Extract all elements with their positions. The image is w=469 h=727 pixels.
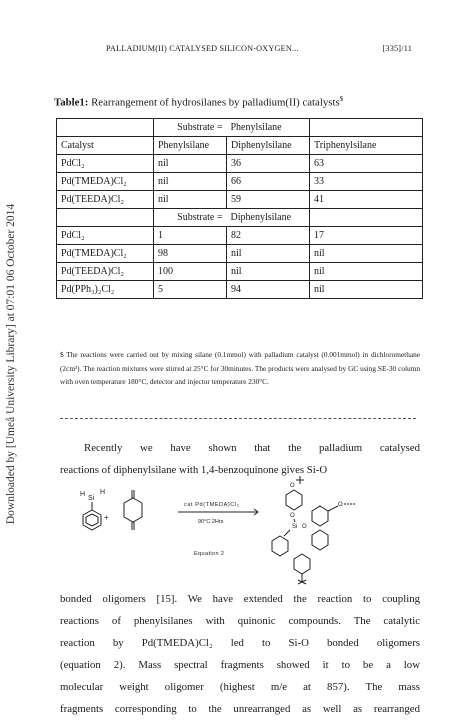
value-cell: nil (227, 245, 310, 263)
empty-cell (310, 209, 423, 227)
watermark-text: Downloaded by [Umeå University Library] at 07:01 06 October 2014 (5, 203, 18, 524)
table-caption (54, 95, 343, 109)
product-o-right: O (302, 524, 307, 530)
empty-cell (57, 209, 154, 227)
empty-cell (310, 119, 423, 137)
conditions-bottom: 90°C 2Hrs (198, 519, 224, 525)
diphenylsilane-structure (80, 489, 105, 530)
silane-h-left: H (80, 491, 86, 498)
table-row (57, 245, 423, 263)
value-cell: 100 (154, 263, 227, 281)
paragraph-1 (60, 437, 420, 481)
product-o-far: O (338, 502, 343, 508)
value-cell: 33 (310, 173, 423, 191)
value-cell: nil (154, 155, 227, 173)
table-header-row (57, 137, 423, 155)
catalyst-cell: Pd(TEEDA)Cl₂ (57, 263, 154, 281)
table-row (57, 227, 423, 245)
value-cell: nil (154, 191, 227, 209)
table-caption-mark: $ (339, 95, 344, 103)
value-cell: 63 (310, 155, 423, 173)
catalyst-cell: Pd(PPh₃)₂Cl₂ (57, 281, 154, 299)
paragraph-2-line-4: (equation 2). Mass spectral fragments showed it to be a low (60, 659, 420, 671)
value-cell: 98 (154, 245, 227, 263)
oligomer-structure (272, 476, 356, 584)
substrate-row (57, 209, 423, 227)
silane-h-right: H (100, 489, 106, 496)
substrate-label: Substrate = (154, 119, 227, 137)
reaction-scheme (80, 476, 380, 588)
value-cell: 1 (154, 227, 227, 245)
separator-rule (60, 418, 416, 419)
table-row (57, 155, 423, 173)
catalyst-cell: Pd(TMEDA)Cl₂ (57, 245, 154, 263)
conditions-top: cat Pd(TMEDA)Cl₂ (184, 502, 240, 508)
table-row (57, 173, 423, 191)
value-cell: nil (310, 245, 423, 263)
catalyst-cell: PdCl₂ (57, 227, 154, 245)
paragraph-1-line-1: Recently we have shown that the palladium catalysed (84, 442, 420, 454)
value-cell: nil (310, 281, 423, 299)
paragraph-2-line-3: reaction by Pd(TMEDA)Cl₂ led to Si-O bonded oligomers (60, 637, 420, 649)
value-cell: nil (227, 263, 310, 281)
equation-label: Equation 2 (194, 551, 225, 557)
running-header (106, 44, 412, 53)
table-caption-text: Rearrangement of hydrosilanes by palladium(II) catalysts (88, 96, 340, 109)
substrate-row (57, 119, 423, 137)
product-o-mid: O (290, 513, 295, 519)
empty-cell (57, 119, 154, 137)
column-header: Catalyst (57, 137, 154, 155)
column-header: Phenylsilane (154, 137, 227, 155)
value-cell: 36 (227, 155, 310, 173)
running-title: PALLADIUM(II) CATALYSED SILICON-OXYGEN... (106, 44, 299, 53)
silane-si: Si (88, 495, 95, 502)
page-number: [335]/11 (382, 44, 412, 53)
paragraph-2-line-6: fragments corresponding to the unrearranged as well as rearranged (60, 703, 420, 715)
paragraph-2-line-2: reactions of phenylsilanes with quinonic compounds. The catalytic (60, 615, 420, 627)
value-cell: 66 (227, 173, 310, 191)
paragraph-1-line-2: reactions of diphenylsilane with 1,4-benzoquinone gives Si-O (60, 464, 328, 476)
value-cell: 17 (310, 227, 423, 245)
results-table (56, 118, 423, 299)
product-o-top: O (290, 483, 295, 489)
value-cell: nil (310, 263, 423, 281)
catalyst-cell: PdCl₂ (57, 155, 154, 173)
catalyst-cell: Pd(TMEDA)Cl₂ (57, 173, 154, 191)
paragraph-2 (60, 588, 420, 720)
paragraph-2-line-5: molecular weight oligomer (highest m/e at 857). The mass (60, 681, 420, 693)
value-cell: nil (154, 173, 227, 191)
table-row (57, 263, 423, 281)
benzoquinone-structure (124, 490, 142, 530)
value-cell: 5 (154, 281, 227, 299)
catalyst-cell: Pd(TEEDA)Cl₂ (57, 191, 154, 209)
substrate-value: Phenylsilane (227, 119, 310, 137)
substrate-label: Substrate = (154, 209, 227, 227)
plus-sign: + (104, 513, 109, 522)
value-cell: 41 (310, 191, 423, 209)
value-cell: 59 (227, 191, 310, 209)
substrate-value: Diphenylsilane (227, 209, 310, 227)
table-row (57, 191, 423, 209)
column-header: Diphenylsilane (227, 137, 310, 155)
table-caption-label: Table1: (54, 96, 89, 109)
download-watermark (0, 0, 22, 727)
table-row (57, 281, 423, 299)
value-cell: 94 (227, 281, 310, 299)
table-footnote: $ The reactions were carried out by mixing silane (0.1mmol) with palladium catalyst (0.001mmol) in dichloromethane (2cm³). The reaction mixtures were stirred at 25°C for 30minutes. The products were analysed by GC using SE-30 column with oven temperature 180°C, detector and injector temperature 230°C. (60, 350, 420, 386)
product-si: Si (292, 524, 298, 530)
column-header: Triphenylsilane (310, 137, 423, 155)
paragraph-2-line-1: bonded oligomers [15]. We have extended the reaction to coupling (60, 593, 420, 605)
value-cell: 82 (227, 227, 310, 245)
